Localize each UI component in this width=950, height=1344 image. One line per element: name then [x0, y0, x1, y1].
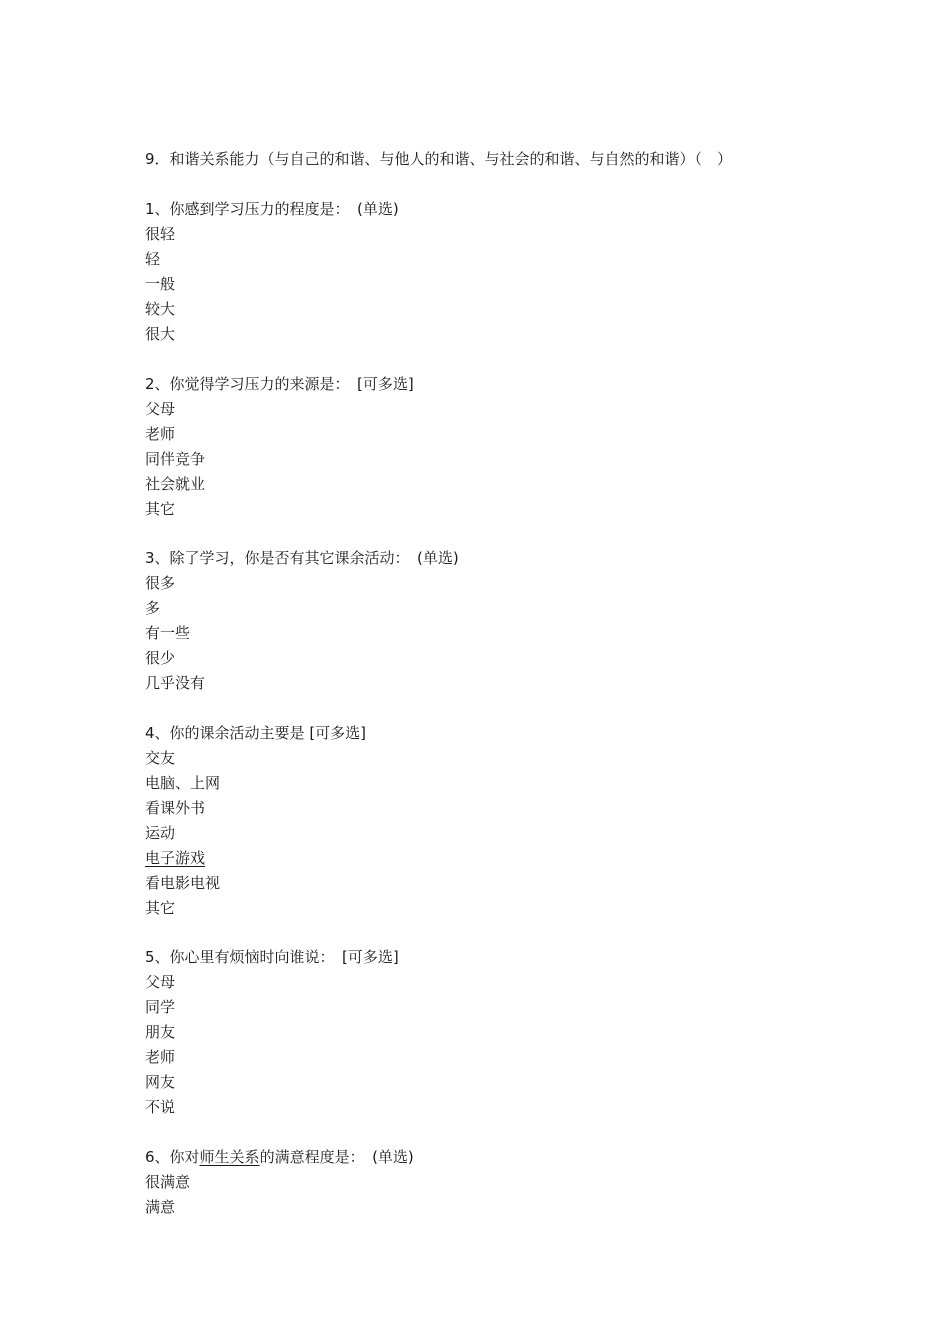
question-2	[145, 372, 865, 522]
option-link[interactable]: 电子游戏	[145, 848, 206, 867]
question-title-pre: 6、你对	[145, 1147, 200, 1166]
option: 其它	[145, 499, 176, 518]
option: 很轻	[145, 225, 176, 243]
option: 父母	[145, 973, 176, 991]
option: 社会就业	[145, 474, 206, 493]
option: 轻	[145, 250, 161, 268]
question-title: 2、你觉得学习压力的来源是： [可多选]	[145, 374, 414, 393]
option: 电脑、上网	[145, 773, 221, 792]
option: 一般	[145, 275, 176, 293]
option: 网友	[145, 1073, 176, 1091]
question-title: 5、你心里有烦恼时向谁说： [可多选]	[145, 948, 399, 966]
question-title: 1、你感到学习压力的程度是： (单选)	[145, 200, 399, 218]
option: 多	[145, 599, 161, 617]
option: 较大	[145, 300, 176, 318]
option	[145, 846, 865, 871]
question-title-post: 的满意程度是： (单选)	[259, 1147, 414, 1166]
question-4	[145, 721, 865, 921]
option: 老师	[145, 424, 176, 443]
option: 很少	[145, 649, 176, 667]
option: 很多	[145, 574, 176, 592]
option: 不说	[145, 1098, 176, 1116]
question-6	[145, 1145, 865, 1220]
question-title-link[interactable]: 师生关系	[199, 1147, 260, 1166]
question-title	[145, 1145, 865, 1170]
option: 满意	[145, 1197, 176, 1216]
question-1	[145, 197, 865, 347]
question-3	[145, 546, 865, 696]
option: 同学	[145, 998, 176, 1016]
option: 很满意	[145, 1172, 191, 1191]
question-title: 4、你的课余活动主要是 [可多选]	[145, 723, 367, 742]
option: 父母	[145, 399, 176, 418]
option: 同伴竞争	[145, 449, 206, 468]
option: 很大	[145, 325, 176, 343]
question-5	[145, 945, 865, 1120]
option: 朋友	[145, 1023, 176, 1041]
option: 有一些	[145, 624, 191, 642]
option: 看电影电视	[145, 873, 221, 892]
option: 几乎没有	[145, 674, 206, 692]
document-page	[145, 147, 865, 1220]
option: 其它	[145, 898, 176, 917]
option: 交友	[145, 748, 176, 767]
option: 老师	[145, 1048, 176, 1066]
question-title: 3、除了学习，你是否有其它课余活动： (单选)	[145, 549, 459, 567]
option: 看课外书	[145, 798, 206, 817]
section-heading: 9．和谐关系能力（与自己的和谐、与他人的和谐、与社会的和谐、与自然的和谐）（ ）	[145, 150, 733, 168]
option: 运动	[145, 823, 176, 842]
